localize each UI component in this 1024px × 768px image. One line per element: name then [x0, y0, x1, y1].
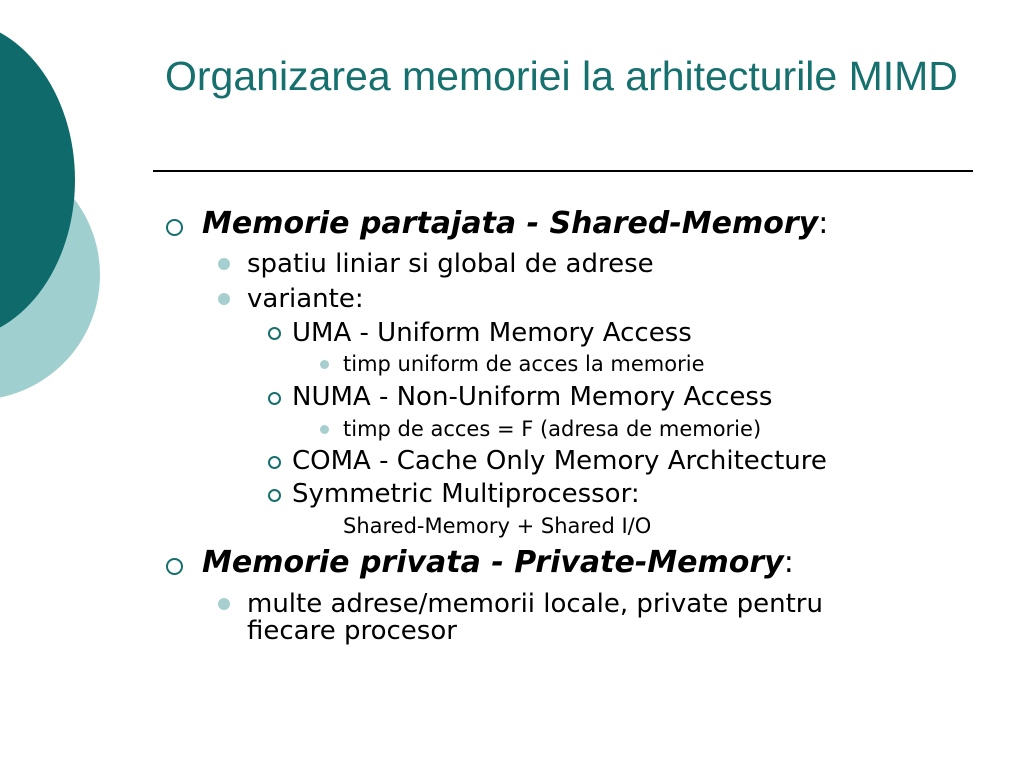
- shared-point-variants: variante:: [247, 284, 364, 314]
- ring-bullet-icon: [166, 219, 183, 236]
- private-memory-heading: [202, 545, 794, 581]
- variant-numa-note: timp de acces = F (adresa de memorie): [343, 417, 762, 441]
- variant-uma: UMA - Uniform Memory Access: [292, 318, 692, 348]
- shared-memory-heading: [202, 206, 828, 242]
- private-memory-heading-text: Memorie privata - Private-Memory: [202, 545, 784, 580]
- private-memory-heading-colon: :: [783, 545, 794, 580]
- variant-numa: NUMA - Non-Uniform Memory Access: [292, 382, 773, 412]
- slide-title: Organizarea memoriei la arhitecturile MIMD: [165, 53, 958, 99]
- dot-bullet-icon: [320, 360, 329, 369]
- private-point-line2: fiecare procesor: [247, 616, 457, 646]
- variant-smp: Symmetric Multiprocessor:: [292, 479, 640, 509]
- shared-memory-heading-text: Memorie partajata - Shared-Memory: [202, 206, 819, 241]
- shared-point-address-space: spatiu liniar si global de adrese: [247, 249, 654, 279]
- variant-smp-note: Shared-Memory + Shared I/O: [343, 514, 652, 538]
- shared-memory-heading-colon: :: [818, 206, 829, 241]
- ring-bullet-icon: [268, 489, 281, 502]
- private-point-line1: multe adrese/memorii locale, private pentru: [247, 589, 823, 619]
- variant-coma: COMA - Cache Only Memory Architecture: [292, 446, 827, 476]
- dot-bullet-icon: [218, 258, 230, 270]
- dot-bullet-icon: [218, 293, 230, 305]
- ring-bullet-icon: [268, 327, 281, 340]
- variant-uma-note: timp uniform de acces la memorie: [343, 352, 705, 376]
- ring-bullet-icon: [166, 558, 183, 575]
- ring-bullet-icon: [268, 392, 281, 405]
- dot-bullet-icon: [218, 598, 230, 610]
- dot-bullet-icon: [320, 425, 329, 434]
- ring-bullet-icon: [268, 456, 281, 469]
